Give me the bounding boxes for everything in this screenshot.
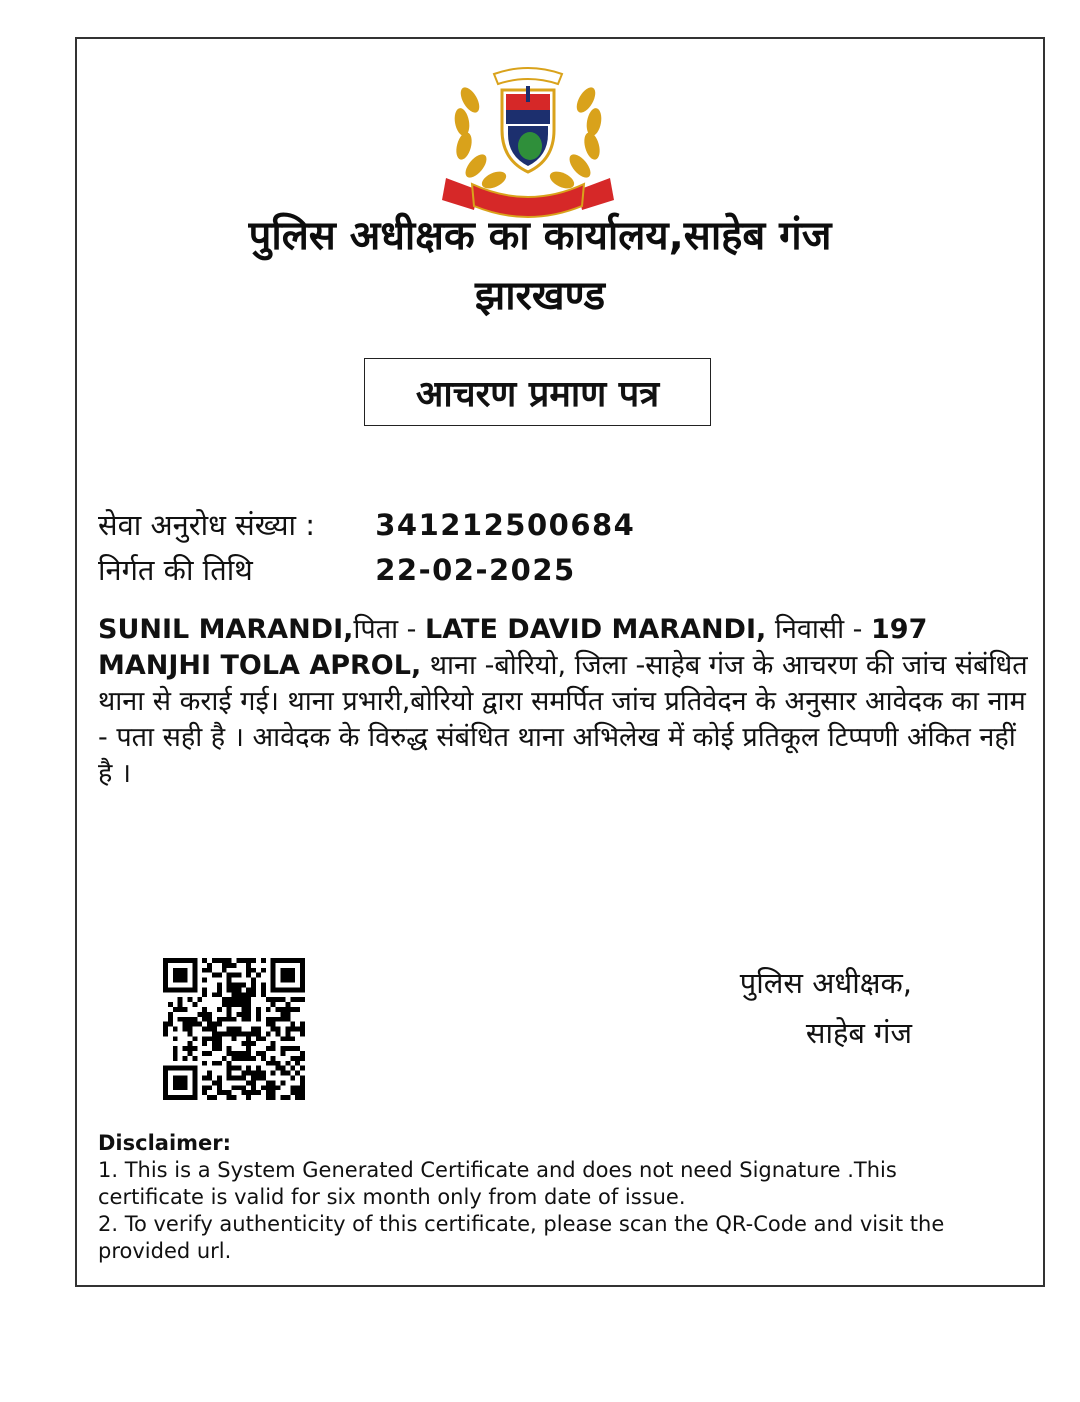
signatory-place: साहेब गंज bbox=[805, 1016, 912, 1050]
signatory-block bbox=[740, 958, 912, 1058]
certificate-title: आचरण प्रमाण पत्र bbox=[364, 358, 711, 426]
certificate-body bbox=[98, 612, 1033, 792]
request-number-value: 341212500684 bbox=[375, 508, 636, 542]
verification-qr-code[interactable] bbox=[163, 958, 305, 1100]
disclaimer-point-1: 1. This is a System Generated Certificate and does not need Signature .This certificate is valid for six month only from date of issue. bbox=[98, 1158, 897, 1209]
applicant-name: SUNIL MARANDI, bbox=[98, 614, 354, 645]
disclaimer-section bbox=[98, 1130, 998, 1265]
disclaimer-heading: Disclaimer: bbox=[98, 1131, 232, 1155]
issue-date-value: 22-02-2025 bbox=[375, 553, 576, 587]
office-title-line1: पुलिस अधीक्षक का कार्यालय,साहेब गंज bbox=[248, 213, 832, 259]
father-label: पिता - bbox=[353, 614, 426, 645]
resident-label: निवासी - bbox=[766, 614, 871, 645]
certificate-statement: थाना -बोरियो, जिला -साहेब गंज के आचरण की जांच संबंधित थाना से कराई गई। थाना प्रभारी,बोरियो द्वारा समर्पित जांच प्रतिवेदन के अनुसार आवेदक का नाम - पता सही है । आवेदक के विरुद्ध संबंधित थाना अभिलेख में कोई प्रतिकूल टिप्पणी अंकित नहीं है । bbox=[98, 650, 1028, 789]
applicant-address: 197 MANJHI TOLA APROL, bbox=[98, 614, 928, 681]
father-name: LATE DAVID MARANDI, bbox=[425, 614, 767, 645]
signatory-designation: पुलिस अधीक्षक, bbox=[739, 966, 912, 1000]
issue-date-row bbox=[98, 550, 576, 589]
request-number-row bbox=[98, 505, 635, 544]
disclaimer-point-2: 2. To verify authenticity of this certificate, please scan the QR-Code and visit the provided url. bbox=[98, 1212, 945, 1263]
issue-date-label: निर्गत की तिथि bbox=[98, 553, 253, 587]
jharkhand-police-emblem bbox=[436, 60, 620, 220]
office-title-line2: झारखण्ड bbox=[474, 273, 606, 319]
request-number-label: सेवा अनुरोध संख्या : bbox=[98, 508, 316, 542]
